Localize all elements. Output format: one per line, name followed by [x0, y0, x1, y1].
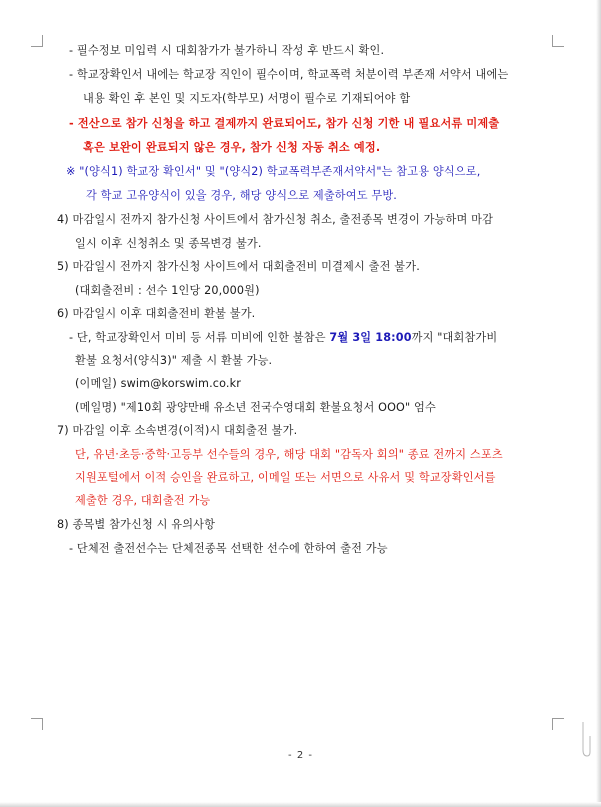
doc-line-1: - 필수정보 미입력 시 대회참가가 불가하니 작성 후 반드시 확인.	[69, 44, 385, 57]
doc-line-3: 내용 확인 후 본인 및 지도자(학부모) 서명이 필수로 기재되어야 함	[83, 92, 411, 105]
doc-line-2: - 학교장확인서 내에는 학교장 직인이 필수이며, 학교폭력 처분이력 부존재 서약서 내에는	[69, 68, 509, 81]
page-shadow-bottom	[0, 802, 601, 807]
doc-line-18-exception: 단, 유년·초등·중학·고등부 선수들의 경우, 해당 대회 "감독자 회의" 종료 전까지 스포츠	[75, 448, 503, 461]
doc-line-22: - 단체전 출전선수는 단체전종목 선택한 선수에 한하여 출전 가능	[69, 542, 388, 555]
doc-line-8: 4) 마감일시 전까지 참가신청 사이트에서 참가신청 취소, 출전종목 변경이 가능하며 마감	[57, 213, 494, 226]
doc-line-19-exception: 지원포털에서 이적 승인을 완료하고, 이메일 또는 서면으로 사유서 및 학교장확인서를	[75, 471, 496, 484]
doc-line-13-part-a: - 단, 학교장확인서 미비 등 서류 미비에 인한 불참은	[69, 331, 330, 344]
doc-line-9: 일시 이후 신청취소 및 종목변경 불가.	[75, 237, 262, 250]
doc-line-11: (대회출전비 : 선수 1인당 20,000원)	[75, 284, 260, 297]
doc-line-7-note: 각 학교 고유양식이 있을 경우, 해당 양식으로 제출하여도 무방.	[86, 189, 397, 202]
doc-line-6-note: ※ "(양식1) 학교장 확인서" 및 "(양식2) 학교폭력부존재서약서"는 참고용 양식으로,	[66, 165, 481, 178]
doc-line-13-part-c: 까지 "대회참가비	[411, 331, 498, 344]
doc-line-16: (메일명) "제10회 광양만배 유소년 전국수영대회 환불요청서 OOO" 엄수	[75, 401, 436, 414]
doc-line-15-email: (이메일) swim@korswim.co.kr	[75, 377, 241, 390]
doc-line-12: 6) 마감일시 이후 대회출전비 환불 불가.	[57, 307, 256, 320]
doc-line-17: 7) 마감일 이후 소속변경(이적)시 대회출전 불가.	[57, 424, 298, 437]
doc-line-5-warning: 혹은 보완이 완료되지 않은 경우, 참가 신청 자동 취소 예정.	[83, 141, 381, 154]
doc-line-4-warning: - 전산으로 참가 신청을 하고 결제까지 완료되어도, 참가 신청 기한 내 필요서류 미제출	[69, 117, 500, 130]
doc-line-20-exception: 제출한 경우, 대회출전 가능	[75, 494, 211, 507]
doc-line-10: 5) 마감일시 전까지 참가신청 사이트에서 대회출전비 미결제시 출전 불가.	[57, 260, 420, 273]
page-shadow-right	[596, 0, 601, 807]
doc-line-13	[69, 331, 497, 345]
doc-line-21: 8) 종목별 참가신청 시 유의사항	[57, 518, 216, 531]
doc-line-13-deadline: 7월 3일 18:00	[329, 331, 412, 344]
page-number: - 2 -	[288, 750, 313, 761]
doc-line-14: 환불 요청서(양식3)" 제출 시 환불 가능.	[75, 354, 273, 367]
